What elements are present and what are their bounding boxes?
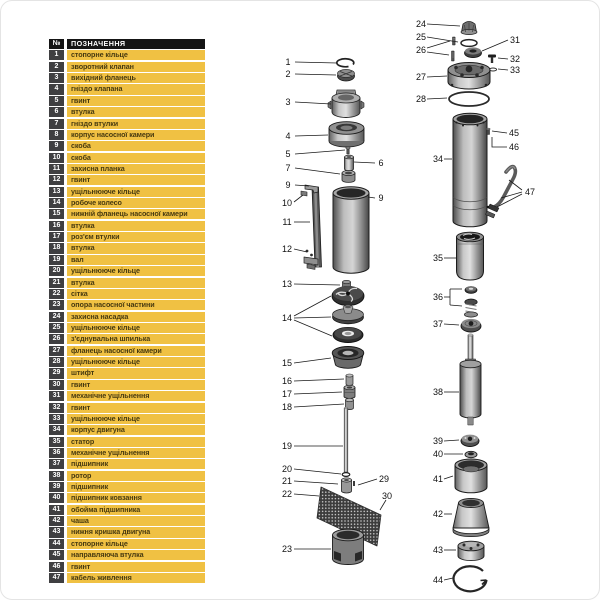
- part-motor-bottom-cap: [458, 541, 484, 560]
- part-seal-ring-disc: [333, 328, 363, 343]
- callout-leader-line: [294, 469, 341, 474]
- callout-leader-line: [295, 168, 340, 174]
- callout-number: 13: [281, 279, 293, 289]
- callout-number: 38: [432, 387, 444, 397]
- row-designation: направляюча втулка: [67, 550, 205, 560]
- row-number: 36: [49, 448, 64, 458]
- callout-number: 1: [285, 57, 291, 67]
- row-number: 8: [49, 130, 64, 140]
- callout-number: 21: [281, 476, 293, 486]
- part-bushing-6: [345, 155, 354, 171]
- callout-leader-line: [294, 195, 303, 202]
- callout-leader-line: [498, 69, 508, 70]
- row-number: 2: [49, 62, 64, 72]
- part-bushing-21-and-pin: [342, 478, 356, 493]
- part-pump-support: [333, 529, 364, 564]
- part-bearing-sleeve: [455, 459, 487, 493]
- part-shaft-ring-20: [342, 473, 350, 477]
- row-number: 17: [49, 232, 64, 242]
- callout-leader-line: [444, 324, 459, 325]
- part-power-cable: [486, 167, 516, 218]
- callout-leader-line: [295, 102, 331, 104]
- row-number: 25: [49, 323, 64, 333]
- row-designation: гвинт: [67, 403, 205, 413]
- row-number: 27: [49, 346, 64, 356]
- header-designation-cell: ПОЗНАЧЕННЯ: [67, 39, 205, 49]
- row-number: 47: [49, 573, 64, 583]
- callout-number: 23: [281, 544, 293, 554]
- row-designation: зворотний клапан: [67, 62, 205, 72]
- row-designation: стопорне кільце: [67, 50, 205, 60]
- callout-number: 42: [432, 509, 444, 519]
- part-valve-seat: [329, 122, 364, 147]
- part-bushing-coupling: [344, 385, 355, 398]
- row-designation: ущільнююче кільце: [67, 357, 205, 367]
- row-number: 18: [49, 243, 64, 253]
- row-designation: механічне ущільнення: [67, 448, 205, 458]
- row-designation: ущільнююче кільце: [67, 323, 205, 333]
- row-number: 44: [49, 539, 64, 549]
- row-designation: робоче колесо: [67, 198, 205, 208]
- callout-number: 18: [281, 402, 293, 412]
- callout-leader-line: [427, 52, 449, 55]
- row-designation: сітка: [67, 289, 205, 299]
- row-number: 14: [49, 198, 64, 208]
- part-impeller: [332, 286, 364, 306]
- callout-leader-line: [482, 40, 508, 51]
- callout-leader-line: [294, 317, 331, 318]
- part-chamber-flange: [448, 63, 490, 90]
- callout-number: 47: [524, 187, 536, 197]
- row-number: 11: [49, 164, 64, 174]
- row-number: 34: [49, 425, 64, 435]
- callout-number: 6: [378, 158, 384, 168]
- callout-number: 25: [415, 32, 427, 42]
- row-number: 10: [49, 153, 64, 163]
- callout-leader-line: [294, 379, 344, 381]
- row-designation: гніздо втулки: [67, 119, 205, 129]
- callout-number: 41: [432, 474, 444, 484]
- part-lower-flange-bowl: [332, 347, 364, 369]
- row-designation: кабель живлення: [67, 573, 205, 583]
- callout-leader-line: [358, 479, 377, 485]
- row-number: 16: [49, 221, 64, 231]
- part-pump-chamber-housing: [333, 187, 369, 273]
- part-snap-ring-bottom: [454, 566, 487, 591]
- part-check-valve: [338, 70, 355, 82]
- row-number: 33: [49, 414, 64, 424]
- row-number: 32: [49, 403, 64, 413]
- callout-number: 45: [508, 128, 520, 138]
- part-diffuser: [333, 305, 364, 324]
- row-number: 30: [49, 380, 64, 390]
- row-designation: втулка: [67, 107, 205, 117]
- row-number: 19: [49, 255, 64, 265]
- row-number: 46: [49, 562, 64, 572]
- row-number: 31: [49, 391, 64, 401]
- row-number: 45: [49, 550, 64, 560]
- row-number: 35: [49, 437, 64, 447]
- row-designation: втулка: [67, 278, 205, 288]
- row-number: 3: [49, 73, 64, 83]
- row-number: 20: [49, 266, 64, 276]
- row-designation: підшипник: [67, 482, 205, 492]
- callout-leader-line: [294, 320, 332, 336]
- callout-number: 31: [509, 35, 521, 45]
- exploded-view-diagram: [1, 1, 600, 600]
- row-designation: вихідний фланець: [67, 73, 205, 83]
- row-designation: фланець насосної камери: [67, 346, 205, 356]
- row-number: 1: [49, 50, 64, 60]
- callout-number: 12: [281, 244, 293, 254]
- part-shapes: [301, 22, 515, 592]
- row-number: 9: [49, 141, 64, 151]
- row-number: 38: [49, 471, 64, 481]
- part-outlet-flange: [328, 90, 364, 118]
- callout-leader-line: [295, 62, 337, 63]
- row-designation: ротор: [67, 471, 205, 481]
- row-number: 43: [49, 527, 64, 537]
- callout-leader-line: [295, 150, 345, 154]
- row-designation: втулка: [67, 243, 205, 253]
- callout-number: 5: [285, 149, 291, 159]
- callout-number: 19: [281, 441, 293, 451]
- row-designation: гвинт: [67, 380, 205, 390]
- callout-leader-line: [427, 76, 447, 77]
- row-designation: ущільнююче кільце: [67, 266, 205, 276]
- row-designation: механічне ущільнення: [67, 391, 205, 401]
- part-mech-seal-36: [464, 286, 477, 317]
- part-mech-seal-31: [465, 47, 482, 57]
- callout-number: 20: [281, 464, 293, 474]
- row-designation: корпус насосної камери: [67, 130, 205, 140]
- callout-leader-line: [294, 284, 340, 285]
- row-designation: гвинт: [67, 175, 205, 185]
- row-designation: нижня кришка двигуна: [67, 527, 205, 537]
- callout-number: 22: [281, 489, 293, 499]
- row-designation: втулка: [67, 221, 205, 231]
- callout-leader-line: [294, 481, 338, 484]
- part-screw-32: [488, 55, 496, 64]
- callout-leader-line: [294, 296, 331, 316]
- callout-leader-line: [295, 135, 328, 136]
- callout-number: 14: [281, 313, 293, 323]
- row-number: 7: [49, 119, 64, 129]
- row-designation: гвинт: [67, 562, 205, 572]
- row-designation: штифт: [67, 368, 205, 378]
- callout-leader-line: [492, 131, 507, 133]
- row-number: 23: [49, 300, 64, 310]
- callout-number: 26: [415, 45, 427, 55]
- callout-number: 11: [282, 217, 292, 227]
- part-slide-bearing-ring: [465, 451, 477, 457]
- row-designation: обойма підшипника: [67, 505, 205, 515]
- row-designation: гвинт: [67, 96, 205, 106]
- part-screw-45: [486, 128, 490, 134]
- row-designation: скоба: [67, 153, 205, 163]
- callout-number: 29: [378, 474, 390, 484]
- callout-number: 39: [432, 436, 444, 446]
- row-number: 24: [49, 312, 64, 322]
- part-motor-housing: [453, 113, 487, 227]
- row-designation: захисна насадка: [67, 312, 205, 322]
- callout-number: 40: [432, 449, 444, 459]
- row-number: 29: [49, 368, 64, 378]
- callout-number: 3: [285, 97, 291, 107]
- callout-number: 4: [285, 131, 291, 141]
- row-designation: з'єднувальна шпилька: [67, 334, 205, 344]
- callout-leader-line: [295, 74, 336, 75]
- callout-leader-line: [498, 58, 508, 59]
- row-number: 6: [49, 107, 64, 117]
- callout-number: 27: [415, 72, 427, 82]
- row-number: 4: [49, 84, 64, 94]
- row-number: 26: [49, 334, 64, 344]
- callout-leader-line: [427, 41, 450, 48]
- callout-number: 35: [432, 253, 444, 263]
- callout-leader-line: [294, 392, 342, 394]
- callout-number: 9: [378, 193, 384, 203]
- header-number-cell: №: [49, 39, 64, 49]
- part-bushing-16: [346, 374, 353, 385]
- callout-leader-line: [450, 305, 462, 306]
- row-number: 15: [49, 209, 64, 219]
- callout-leader-line: [354, 162, 375, 163]
- part-rotor: [460, 334, 481, 425]
- part-oring-28: [449, 92, 489, 106]
- callout-number: 44: [432, 575, 444, 585]
- row-number: 28: [49, 357, 64, 367]
- row-number: 40: [49, 493, 64, 503]
- part-studs-26: [452, 37, 456, 61]
- callout-leader-line: [294, 249, 307, 252]
- row-designation: чаша: [67, 516, 205, 526]
- part-screw-5: [346, 147, 350, 154]
- callout-number: 7: [285, 163, 291, 173]
- callout-number: 33: [509, 65, 521, 75]
- part-stator: [457, 232, 484, 280]
- callout-number: 9: [285, 180, 291, 190]
- callout-leader-line: [427, 98, 447, 99]
- callout-number: 34: [432, 154, 444, 164]
- row-number: 13: [49, 187, 64, 197]
- callout-leader-line: [492, 137, 507, 147]
- row-number: 41: [49, 505, 64, 515]
- row-designation: підшипник ковзання: [67, 493, 205, 503]
- row-designation: скоба: [67, 141, 205, 151]
- callout-number: 24: [415, 19, 427, 29]
- callout-leader-line: [444, 578, 453, 580]
- row-designation: корпус двигуна: [67, 425, 205, 435]
- callout-leader-line: [444, 440, 459, 441]
- callout-number: 30: [381, 491, 393, 501]
- callout-number: 36: [432, 292, 444, 302]
- row-number: 12: [49, 175, 64, 185]
- row-designation: опора насосної частини: [67, 300, 205, 310]
- part-oring-25: [461, 40, 477, 47]
- callout-leader-line: [294, 404, 344, 407]
- row-designation: гніздо клапана: [67, 84, 205, 94]
- row-number: 42: [49, 516, 64, 526]
- row-designation: роз'єм втулки: [67, 232, 205, 242]
- row-designation: вал: [67, 255, 205, 265]
- callout-number: 46: [508, 142, 520, 152]
- part-shaft: [344, 407, 348, 472]
- part-bearing-37: [461, 319, 481, 332]
- part-protective-cap: [461, 22, 477, 35]
- callout-leader-line: [444, 476, 453, 479]
- callout-number: 16: [281, 376, 293, 386]
- callout-number: 17: [281, 389, 293, 399]
- part-bearing-39: [461, 435, 479, 447]
- callout-leader-line: [380, 500, 386, 510]
- row-number: 21: [49, 278, 64, 288]
- callout-number: 43: [432, 545, 444, 555]
- callout-number: 10: [281, 198, 293, 208]
- row-designation: ущільнююче кільце: [67, 187, 205, 197]
- callout-number: 28: [415, 94, 427, 104]
- row-designation: ущільнююче кільце: [67, 414, 205, 424]
- part-bushing-seat: [342, 170, 355, 182]
- callout-number: 37: [432, 319, 444, 329]
- part-snap-ring-top: [337, 59, 354, 67]
- callout-number: 32: [509, 54, 521, 64]
- row-number: 22: [49, 289, 64, 299]
- callout-number: 15: [281, 358, 293, 368]
- row-designation: стопорне кільце: [67, 539, 205, 549]
- row-designation: статор: [67, 437, 205, 447]
- callout-number: 2: [285, 69, 291, 79]
- callout-leader-line: [294, 358, 331, 363]
- callout-leader-line: [294, 494, 319, 496]
- callout-leader-line: [427, 24, 460, 26]
- row-number: 37: [49, 459, 64, 469]
- row-number: 5: [49, 96, 64, 106]
- part-cup: [453, 498, 489, 536]
- row-number: 39: [49, 482, 64, 492]
- row-designation: підшипник: [67, 459, 205, 469]
- part-protective-strip-and-brackets: [301, 185, 322, 270]
- row-designation: захисна планка: [67, 164, 205, 174]
- row-designation: нижній фланець насосної камери: [67, 209, 205, 219]
